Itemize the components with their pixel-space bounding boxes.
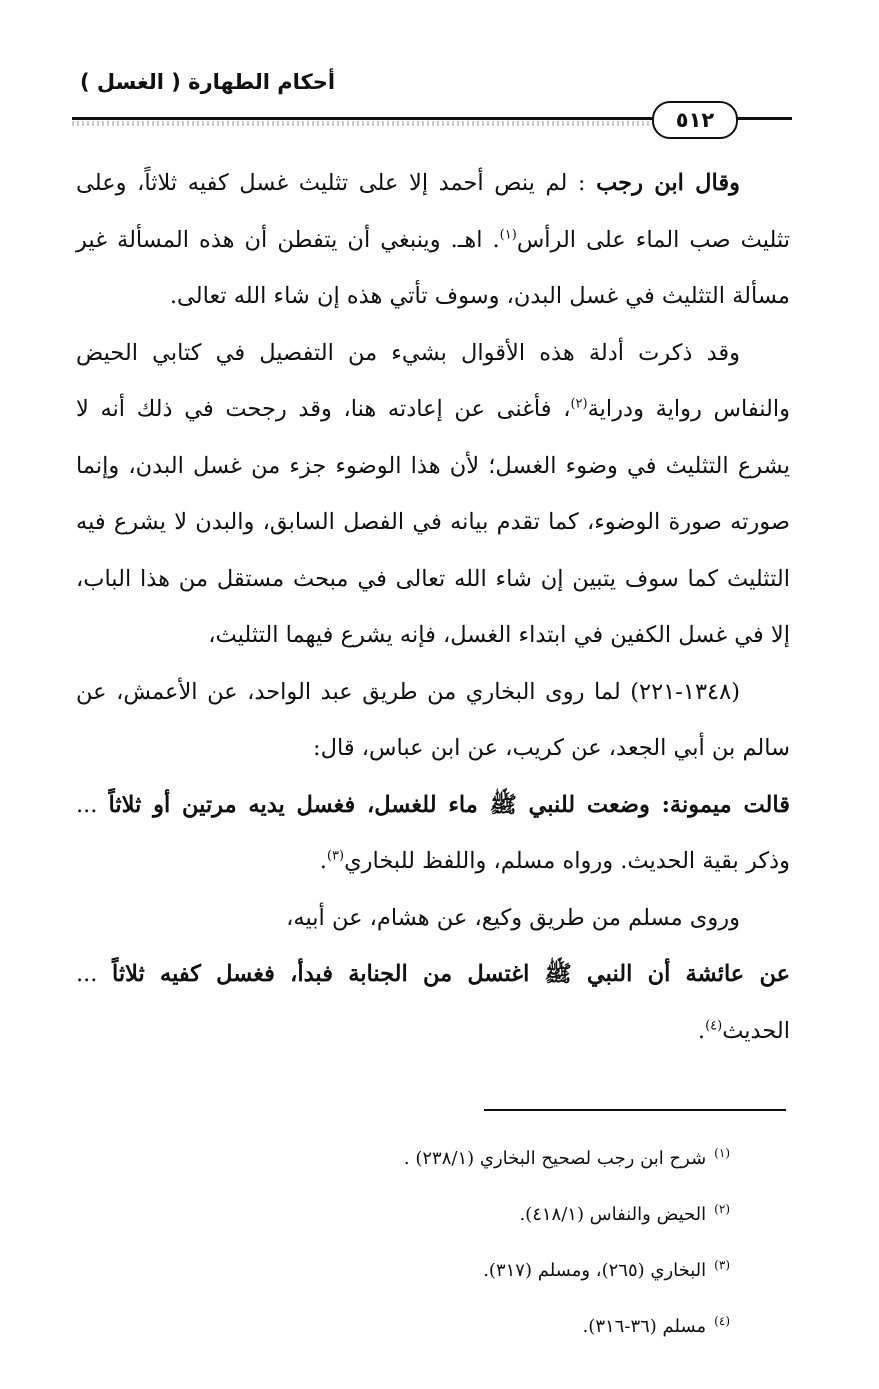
footnote-ref: (٣): [326, 848, 345, 864]
paragraph-text: وقد ذكرت أدلة هذه الأقوال بشيء من التفصيل في كتابي الحيض والنفاس رواية ودراية: [76, 339, 791, 422]
paragraph-text: : لم ينص أحمد إلا على تثليث غسل كفيه ثلاثاً، وعلى تثليث صب الماء على الرأس: [76, 170, 790, 253]
footnote-mark: (٤): [714, 1314, 730, 1328]
paragraph-text: . اهـ. وينبغي أن يتفطن أن هذه المسألة غير مسألة التثليث في غسل البدن، وسوف تأتي هذه إن شاء الله تعالى.: [76, 226, 790, 309]
paragraph-text: .: [319, 848, 327, 874]
paragraph-text: وروى مسلم من طريق وكيع، عن هشام، عن أبيه،: [286, 904, 740, 931]
paragraph-text: ... وذكر بقية الحديث. ورواه مسلم، واللفظ للبخاري: [76, 791, 790, 874]
hadith-bold: عن عائشة أن النبي ﷺ اغتسل من الجنابة فبدأ، فغسل كفيه ثلاثاً: [112, 961, 791, 987]
footnote-mark: (٣): [714, 1258, 730, 1272]
paragraph-text: ، فأغنى عن إعادته هنا، وقد رجحت في ذلك أنه لا يشرع التثليث في وضوء الغسل؛ لأن هذا الوضوء جزء من غسل البدن، وإنما صورته صورة الوضوء، كما تقدم بيانه في الفصل السابق، والبدن لا يشرع فيه التثليث كما سوف يتبين إن شاء الله تعالى في مبحث مستقل من هذا الباب، إلا في غسل الكفين في ابتداء الغسل، فإنه يشرع فيهما التثليث،: [76, 396, 790, 648]
header-ornament: [72, 121, 662, 126]
speaker-bold: وقال ابن رجب: [596, 170, 740, 196]
footnotes: [200, 1128, 730, 1352]
footnote-ref: (٤): [705, 1018, 723, 1033]
footnote-mark: (١): [714, 1146, 730, 1160]
paragraph-evidence: [76, 325, 790, 664]
footnote-item: [200, 1128, 730, 1184]
body-text: [76, 155, 790, 1059]
footnote-item: [200, 1184, 730, 1240]
footnote-text: مسلم (٣٦-٣١٦).: [582, 1316, 707, 1337]
paragraph-maymuna: [76, 777, 790, 890]
footnote-divider: [484, 1109, 786, 1111]
footnote-ref: (١): [499, 227, 517, 242]
paragraph-hadith-chain: [76, 664, 790, 777]
footnote-item: [200, 1240, 730, 1296]
paragraph-ibn-rajab: [76, 155, 790, 325]
paragraph-text: ... الحديث: [76, 961, 790, 1044]
paragraph-text: .: [697, 1017, 706, 1044]
footnote-text: الحيض والنفاس (٤١٨/١).: [519, 1204, 707, 1225]
paragraph-text: (١٣٤٨-٢٢١) لما روى البخاري من طريق عبد الواحد، عن الأعمش، عن سالم بن أبي الجعد، عن كريب، عن ابن عباس، قال:: [76, 678, 790, 761]
footnote-text: شرح ابن رجب لصحيح البخاري (٢٣٨/١) .: [403, 1148, 707, 1169]
running-title: أحكام الطهارة ( الغسل ): [80, 70, 336, 94]
paragraph-muslim-chain: [76, 890, 790, 947]
page-number: ٥١٢: [652, 101, 738, 139]
footnote-mark: (٢): [714, 1202, 730, 1216]
paragraph-aisha: [76, 946, 790, 1059]
footnote-text: البخاري (٢٦٥)، ومسلم (٣١٧).: [483, 1260, 707, 1281]
footnote-ref: (٢): [570, 396, 588, 412]
footnote-item: [200, 1296, 730, 1352]
hadith-bold: قالت ميمونة: وضعت للنبي ﷺ ماء للغسل، فغسل يديه مرتين أو ثلاثاً: [108, 791, 791, 818]
